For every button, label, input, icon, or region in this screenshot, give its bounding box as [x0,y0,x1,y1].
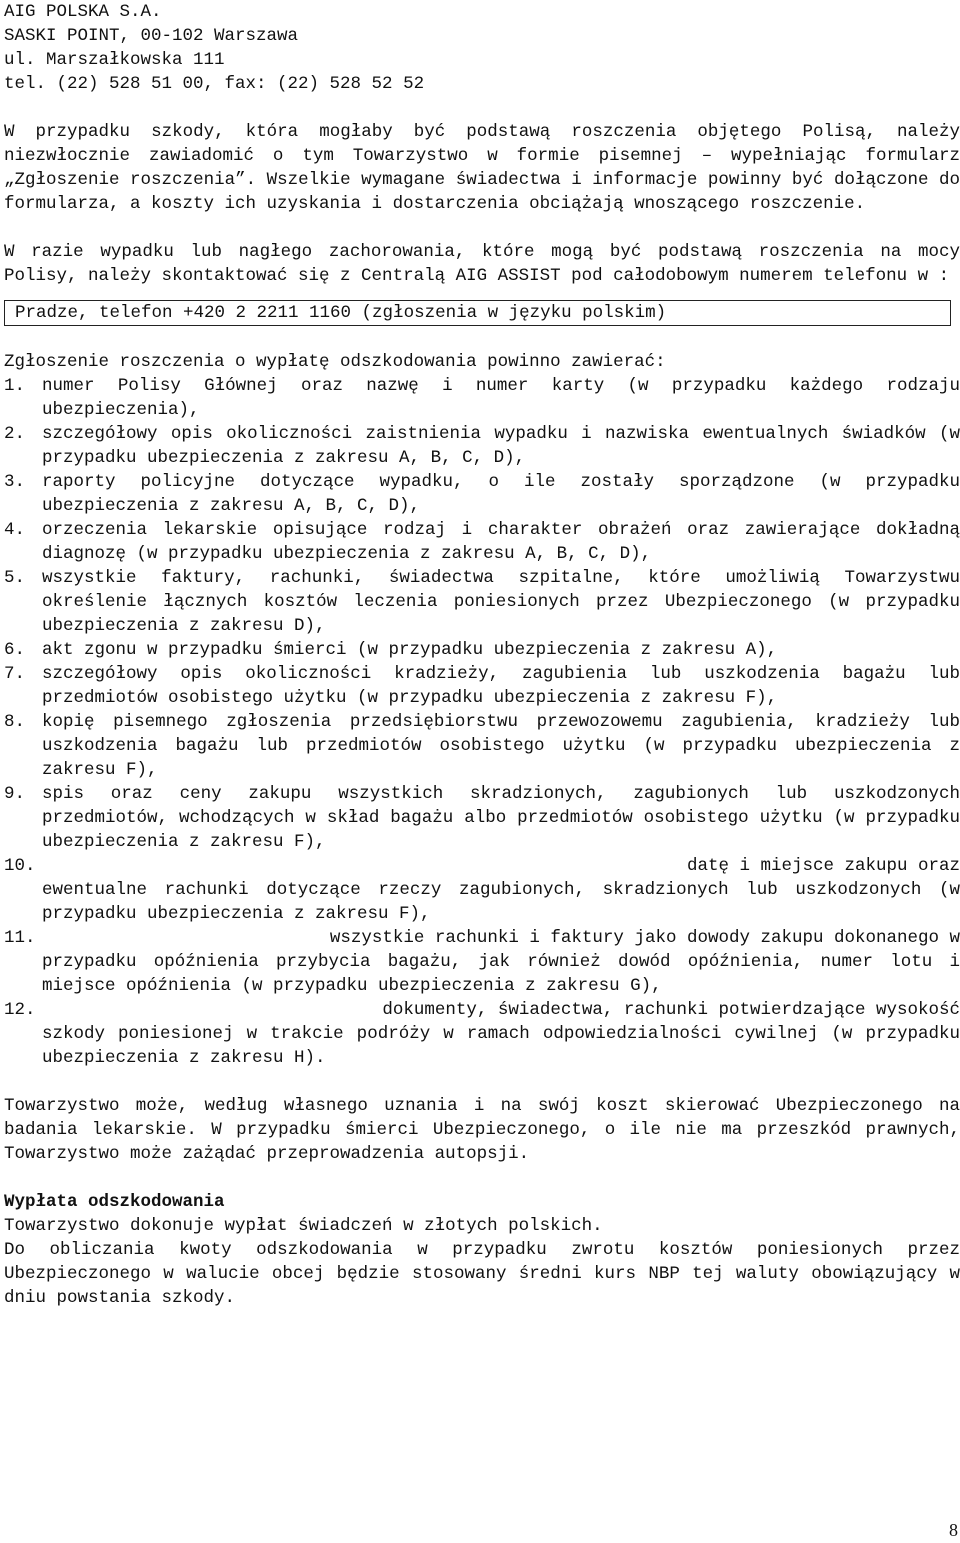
list-item-text: numer Polisy Głównej oraz nazwę i numer karty (w przypadku każdego rodzaju ubezpieczenia), [42,376,960,420]
page-number: 8 [949,1520,958,1540]
list-item-number: 11. [4,928,36,948]
list-item-lead-text: dokumenty, świadectwa, rachunki potwierdzające wysokość [382,1000,960,1020]
list-item [4,854,960,926]
list-item [4,782,960,854]
list-item-number: 6. [4,640,26,660]
payout-line-1: Towarzystwo dokonuje wypłat świadczeń w złotych polskich. [4,1216,603,1236]
company-address-line-1: SASKI POINT, 00-102 Warszawa [4,26,299,46]
list-item-text: wszystkie faktury, rachunki, świadectwa szpitalne, które umożliwią Towarzystwu określenie łącznych kosztów leczenia poniesionych przez Ubezpieczonego (w przypadku ubezpieczenia z zakresu D), [42,568,960,636]
company-name: AIG POLSKA S.A. [4,2,162,22]
list-item-text: szkody poniesionej w trakcie podróży w ramach odpowiedzialności cywilnej (w przypadku ubezpieczenia z zakresu H). [42,1024,960,1068]
list-item-number: 2. [4,424,26,444]
intro-paragraph: W przypadku szkody, która mogłaby być podstawą roszczenia objętego Polisą, należy niezwłocznie zawiadomić o tym Towarzystwo w formie pisemnej – wypełniając formularz „Zgłoszenie roszczenia”. Wszelkie wymagane świadectwa i informacje powinny być dołączone do formularza, a koszty ich uzyskania i dostarczenia obciążają wnoszącego roszczenie. [4,122,960,214]
list-item-text: ewentualne rachunki dotyczące rzeczy zagubionych, skradzionych lub uszkodzonych (w przypadku ubezpieczenia z zakresu F), [42,880,960,924]
list-item-number: 12. [4,1000,36,1020]
list-item [4,662,960,710]
list-item-text: szczegółowy opis okoliczności kradzieży, zagubienia lub uszkodzenia bagażu lub przedmiotów osobistego użytku (w przypadku ubezpieczenia z zakresu F), [42,664,960,708]
list-item-number: 1. [4,376,26,396]
company-phone: tel. (22) 528 51 00, fax: (22) 528 52 52 [4,74,425,94]
list-item [4,710,960,782]
claim-requirements-list [4,374,960,1070]
company-header [4,0,960,96]
list-item-text: akt zgonu w przypadku śmierci (w przypadku ubezpieczenia z zakresu A), [42,640,778,660]
list-item-text: szczegółowy opis okoliczności zaistnienia wypadku i nazwiska ewentualnych świadków (w przypadku ubezpieczenia z zakresu A, B, C, D), [42,424,960,468]
payout-line-2: Do obliczania kwoty odszkodowania w przypadku zwrotu kosztów poniesionych przez Ubezpieczonego w walucie obcej będzie stosowany średni kurs NBP tej waluty obowiązujący w dniu powstania szkody. [4,1240,960,1308]
list-item [4,566,960,638]
list-item [4,422,960,470]
medical-exam-paragraph: Towarzystwo może, według własnego uznania i na swój koszt skierować Ubezpieczonego na badania lekarskie. W przypadku śmierci Ubezpieczonego, o ile nie ma przeszkód prawnych, Towarzystwo może zażądać przeprowadzenia autopsji. [4,1096,960,1164]
list-item-text: spis oraz ceny zakupu wszystkich skradzionych, zagubionych lub uszkodzonych przedmiotów, wchodzących w skład bagażu albo przedmiotów osobistego użytku (w przypadku ubezpieczenia z zakresu F), [42,784,960,852]
list-item-lead-text: wszystkie rachunki i faktury jako dowody zakupu dokonanego w [329,928,960,948]
assist-phone-box: Pradze, telefon +420 2 2211 1160 (zgłoszenia w języku polskim) [4,300,951,326]
list-item [4,518,960,566]
list-item-number: 8. [4,712,26,732]
list-item-number: 7. [4,664,26,684]
list-item-number: 5. [4,568,26,588]
list-item-number: 10. [4,856,36,876]
assist-paragraph: W razie wypadku lub nagłego zachorowania, które mogą być podstawą roszczenia na mocy Polisy, należy skontaktować się z Centralą AIG ASSIST pod całodobowym numerem telefonu w : [4,242,960,286]
list-item [4,470,960,518]
payout-section-title: Wypłata odszkodowania [4,1192,225,1212]
claim-list-intro: Zgłoszenie roszczenia o wypłatę odszkodowania powinno zawierać: [4,352,666,372]
list-item-lead-text: datę i miejsce zakupu oraz [686,856,960,876]
document-page [4,0,960,1310]
list-item-text: kopię pisemnego zgłoszenia przedsiębiorstwu przewozowemu zagubienia, kradzieży lub uszkodzenia bagażu lub przedmiotów osobistego użytku (w przypadku ubezpieczenia z zakresu F), [42,712,960,780]
list-item-number: 9. [4,784,26,804]
list-item [4,998,960,1070]
list-item-number: 3. [4,472,26,492]
company-address-line-2: ul. Marszałkowska 111 [4,50,225,70]
list-item [4,926,960,998]
list-item-text: przypadku opóźnienia przybycia bagażu, jak również dowód opóźnienia, numer lotu i miejsce opóźnienia (w przypadku ubezpieczenia z zakresu G), [42,952,960,996]
list-item-number: 4. [4,520,26,540]
list-item-text: raporty policyjne dotyczące wypadku, o ile zostały sporządzone (w przypadku ubezpieczenia z zakresu A, B, C, D), [42,472,960,516]
list-item [4,638,960,662]
list-item [4,374,960,422]
list-item-text: orzeczenia lekarskie opisujące rodzaj i charakter obrażeń oraz zawierające dokładną diagnozę (w przypadku ubezpieczenia z zakresu A, B, C, D), [42,520,960,564]
